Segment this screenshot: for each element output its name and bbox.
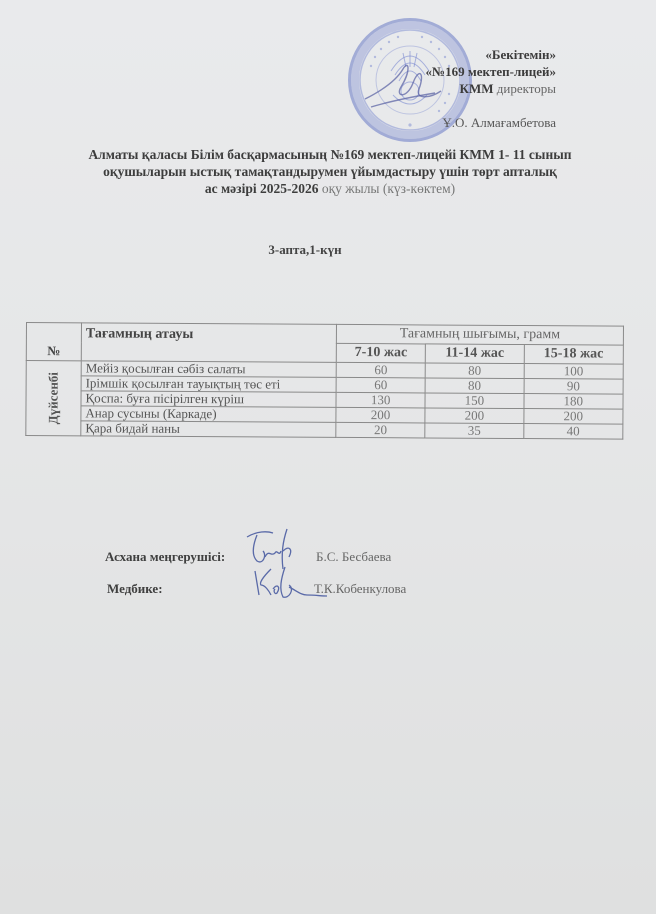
day-label: Дүйсенбі <box>45 371 61 425</box>
title-line-3 <box>40 180 620 197</box>
approval-role: директоры <box>493 81 556 96</box>
title-line-2: оқушыларын ыстық тамақтандырумен үйымдастыру үшін төрт апталық <box>103 164 557 179</box>
yield-15-18: 90 <box>524 379 624 395</box>
approval-heading: «Бекітемін» <box>485 47 556 62</box>
title-line-1: Алматы қаласы Білім басқармасының №169 мектеп-лицейі КММ 1- 11 сынып <box>88 147 572 162</box>
yield-7-10: 130 <box>336 392 425 408</box>
column-header-age-11-14: 11-14 жас <box>426 344 524 364</box>
column-header-age-15-18: 15-18 жас <box>524 345 624 365</box>
yield-11-14: 200 <box>425 408 523 424</box>
day-cell <box>26 361 81 436</box>
approval-position <box>426 80 556 97</box>
signature-line-kitchen-head <box>105 549 392 565</box>
table-header-row <box>26 323 623 346</box>
yield-7-10: 200 <box>336 407 425 423</box>
yield-15-18: 100 <box>524 364 624 380</box>
title-menu-years: ас мәзірі 2025-2026 <box>204 181 322 196</box>
yield-15-18: 40 <box>523 424 623 440</box>
signature-line-nurse <box>107 581 407 597</box>
signature-name: Т.К.Кобенкулова <box>314 581 407 596</box>
yield-7-10: 20 <box>336 422 425 438</box>
dish-name: Қоспа: буға пісірілген күріш <box>81 391 336 408</box>
column-header-age-7-10: 7-10 жас <box>336 343 425 363</box>
column-header-dish-name: Тағамның атауы <box>81 323 336 363</box>
yield-11-14: 150 <box>425 393 523 409</box>
dish-name: Қара бидай наны <box>81 421 336 438</box>
yield-11-14: 35 <box>425 423 523 439</box>
column-header-number: № <box>26 323 81 361</box>
title-school-year: оқу жылы (күз-көктем) <box>321 181 456 196</box>
approval-signer-name: Ұ.О. Алмағамбетова <box>442 115 556 130</box>
approval-school: «№169 мектеп-лицей» <box>425 64 556 79</box>
signature-name: Б.С. Бесбаева <box>316 549 392 564</box>
yield-15-18: 180 <box>524 394 624 410</box>
column-header-yield: Тағамның шығымы, грамм <box>336 324 623 345</box>
signature-label: Асхана меңгерушісі: <box>105 549 226 564</box>
approval-org-type: КММ <box>459 81 494 96</box>
yield-7-10: 60 <box>336 377 425 393</box>
signature-label: Медбике: <box>107 581 163 596</box>
yield-11-14: 80 <box>425 363 523 379</box>
document-title <box>40 146 620 197</box>
dish-name: Мейіз қосылған сәбіз салаты <box>81 361 336 378</box>
menu-table <box>25 322 624 440</box>
yield-11-14: 80 <box>425 378 523 394</box>
yield-15-18: 200 <box>523 409 623 425</box>
dish-name: Ірімшік қосылған тауықтың төс еті <box>81 376 336 393</box>
week-day-label: 3-апта,1-күн <box>268 242 342 257</box>
approval-block <box>426 46 556 131</box>
table-row <box>26 421 623 440</box>
dish-name: Анар сусыны (Каркаде) <box>81 406 336 423</box>
yield-7-10: 60 <box>336 362 425 378</box>
